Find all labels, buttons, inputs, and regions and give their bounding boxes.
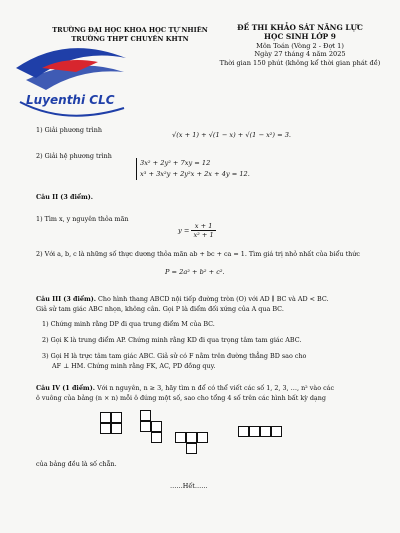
exam-date: Ngày 27 tháng 4 năm 2025 <box>254 50 346 59</box>
exam-title: ĐỀ THI KHẢO SÁT NĂNG LỰC <box>237 23 363 32</box>
system-eq1: 3x² + 2y² + 7xy = 12 <box>140 159 211 167</box>
figure-t-shape <box>175 432 210 456</box>
figure-s-shape <box>140 410 164 456</box>
university-name: TRƯỜNG ĐẠI HỌC KHOA HỌC TỰ NHIÊN <box>52 26 208 34</box>
figure-i-shape <box>238 426 284 440</box>
logo-text: Luyenthi CLC <box>26 93 115 107</box>
part2-title: Câu II (3 điểm). <box>36 193 93 201</box>
school-name: TRƯỜNG THPT CHUYÊN KHTN <box>71 35 189 43</box>
part1-q1-label: 1) Giải phương trình <box>36 126 102 134</box>
fraction-numerator: x + 1 <box>191 222 215 231</box>
exam-time: Thời gian 150 phút (không kể thời gian phát đề) <box>219 59 381 68</box>
fraction <box>191 222 215 239</box>
exam-grade: HỌC SINH LỚP 9 <box>264 31 336 41</box>
exam-subject: Môn Toán (Vòng 2 - Đợt 1) <box>256 41 344 50</box>
part3-intro <box>36 295 376 304</box>
logo-graphic <box>6 38 134 130</box>
part2-q1-equation <box>178 222 216 239</box>
fraction-denominator: x² + 1 <box>193 231 214 239</box>
system-eq2: x³ + 3x²y + 2y²x + 2x + 4y = 12. <box>140 170 250 178</box>
part1-system <box>136 158 250 180</box>
end-of-exam: ……Hết…… <box>170 482 208 490</box>
part4-text3: của bảng đều là số chẵn. <box>36 460 117 468</box>
part3-q1: 1) Chứng minh rằng DP đi qua trung điểm M của BC. <box>42 320 215 328</box>
part1-q2-label: 2) Giải hệ phương trình <box>36 152 112 160</box>
luyenthi-logo <box>6 38 134 130</box>
part3-q3-line1: 3) Gọi H là trực tâm tam giác ABC. Giả sử có F nằm trên đường thẳng BD sao cho <box>42 352 307 360</box>
part2-q2-expression: P = 2a² + b² + c². <box>165 268 225 276</box>
part3-intro-line1: Cho hình thang ABCD nội tiếp đường tròn (O) với AD ∥ BC và AD < BC. <box>98 295 329 303</box>
part2-q1-label: 1) Tìm x, y nguyên thỏa mãn <box>36 215 129 223</box>
part4-line1 <box>36 384 376 393</box>
part3-q3-line2: AF ⊥ HM. Chứng minh rằng FK, AC, PD đồng quy. <box>52 362 216 370</box>
part4-title: Câu IV (1 điểm). <box>36 384 95 392</box>
part3-intro-line2: Giả sử tam giác ABC nhọn, không cân. Gọi P là điểm đối xứng của A qua BC. <box>36 305 284 313</box>
figure-square-shape <box>100 412 124 456</box>
part4-text2: ô vuông của bảng (n × n) mỗi ô đúng một số, sao cho tổng 4 số trên các hình bất kỳ dạng <box>36 394 326 402</box>
part2-q2-text: 2) Với a, b, c là những số thực dương thỏa mãn ab + bc + ca = 1. Tìm giá trị nhỏ nhất của biểu thức <box>36 250 360 258</box>
part3-q2: 2) Gọi K là trung điểm AP. Chứng minh rằng KD đi qua trọng tâm tam giác ABC. <box>42 336 302 344</box>
part1-q1-equation: √(x + 1) + √(1 − x) + √(1 − x²) = 3. <box>172 131 292 139</box>
eq-lhs: y = <box>178 226 190 235</box>
part4-text1: Với n nguyên, n ≥ 3, hãy tìm n để có thể viết các số 1, 2, 3, …, n² vào các <box>97 384 335 392</box>
exam-header <box>205 24 395 68</box>
part3-title: Câu III (3 điểm). <box>36 295 96 303</box>
